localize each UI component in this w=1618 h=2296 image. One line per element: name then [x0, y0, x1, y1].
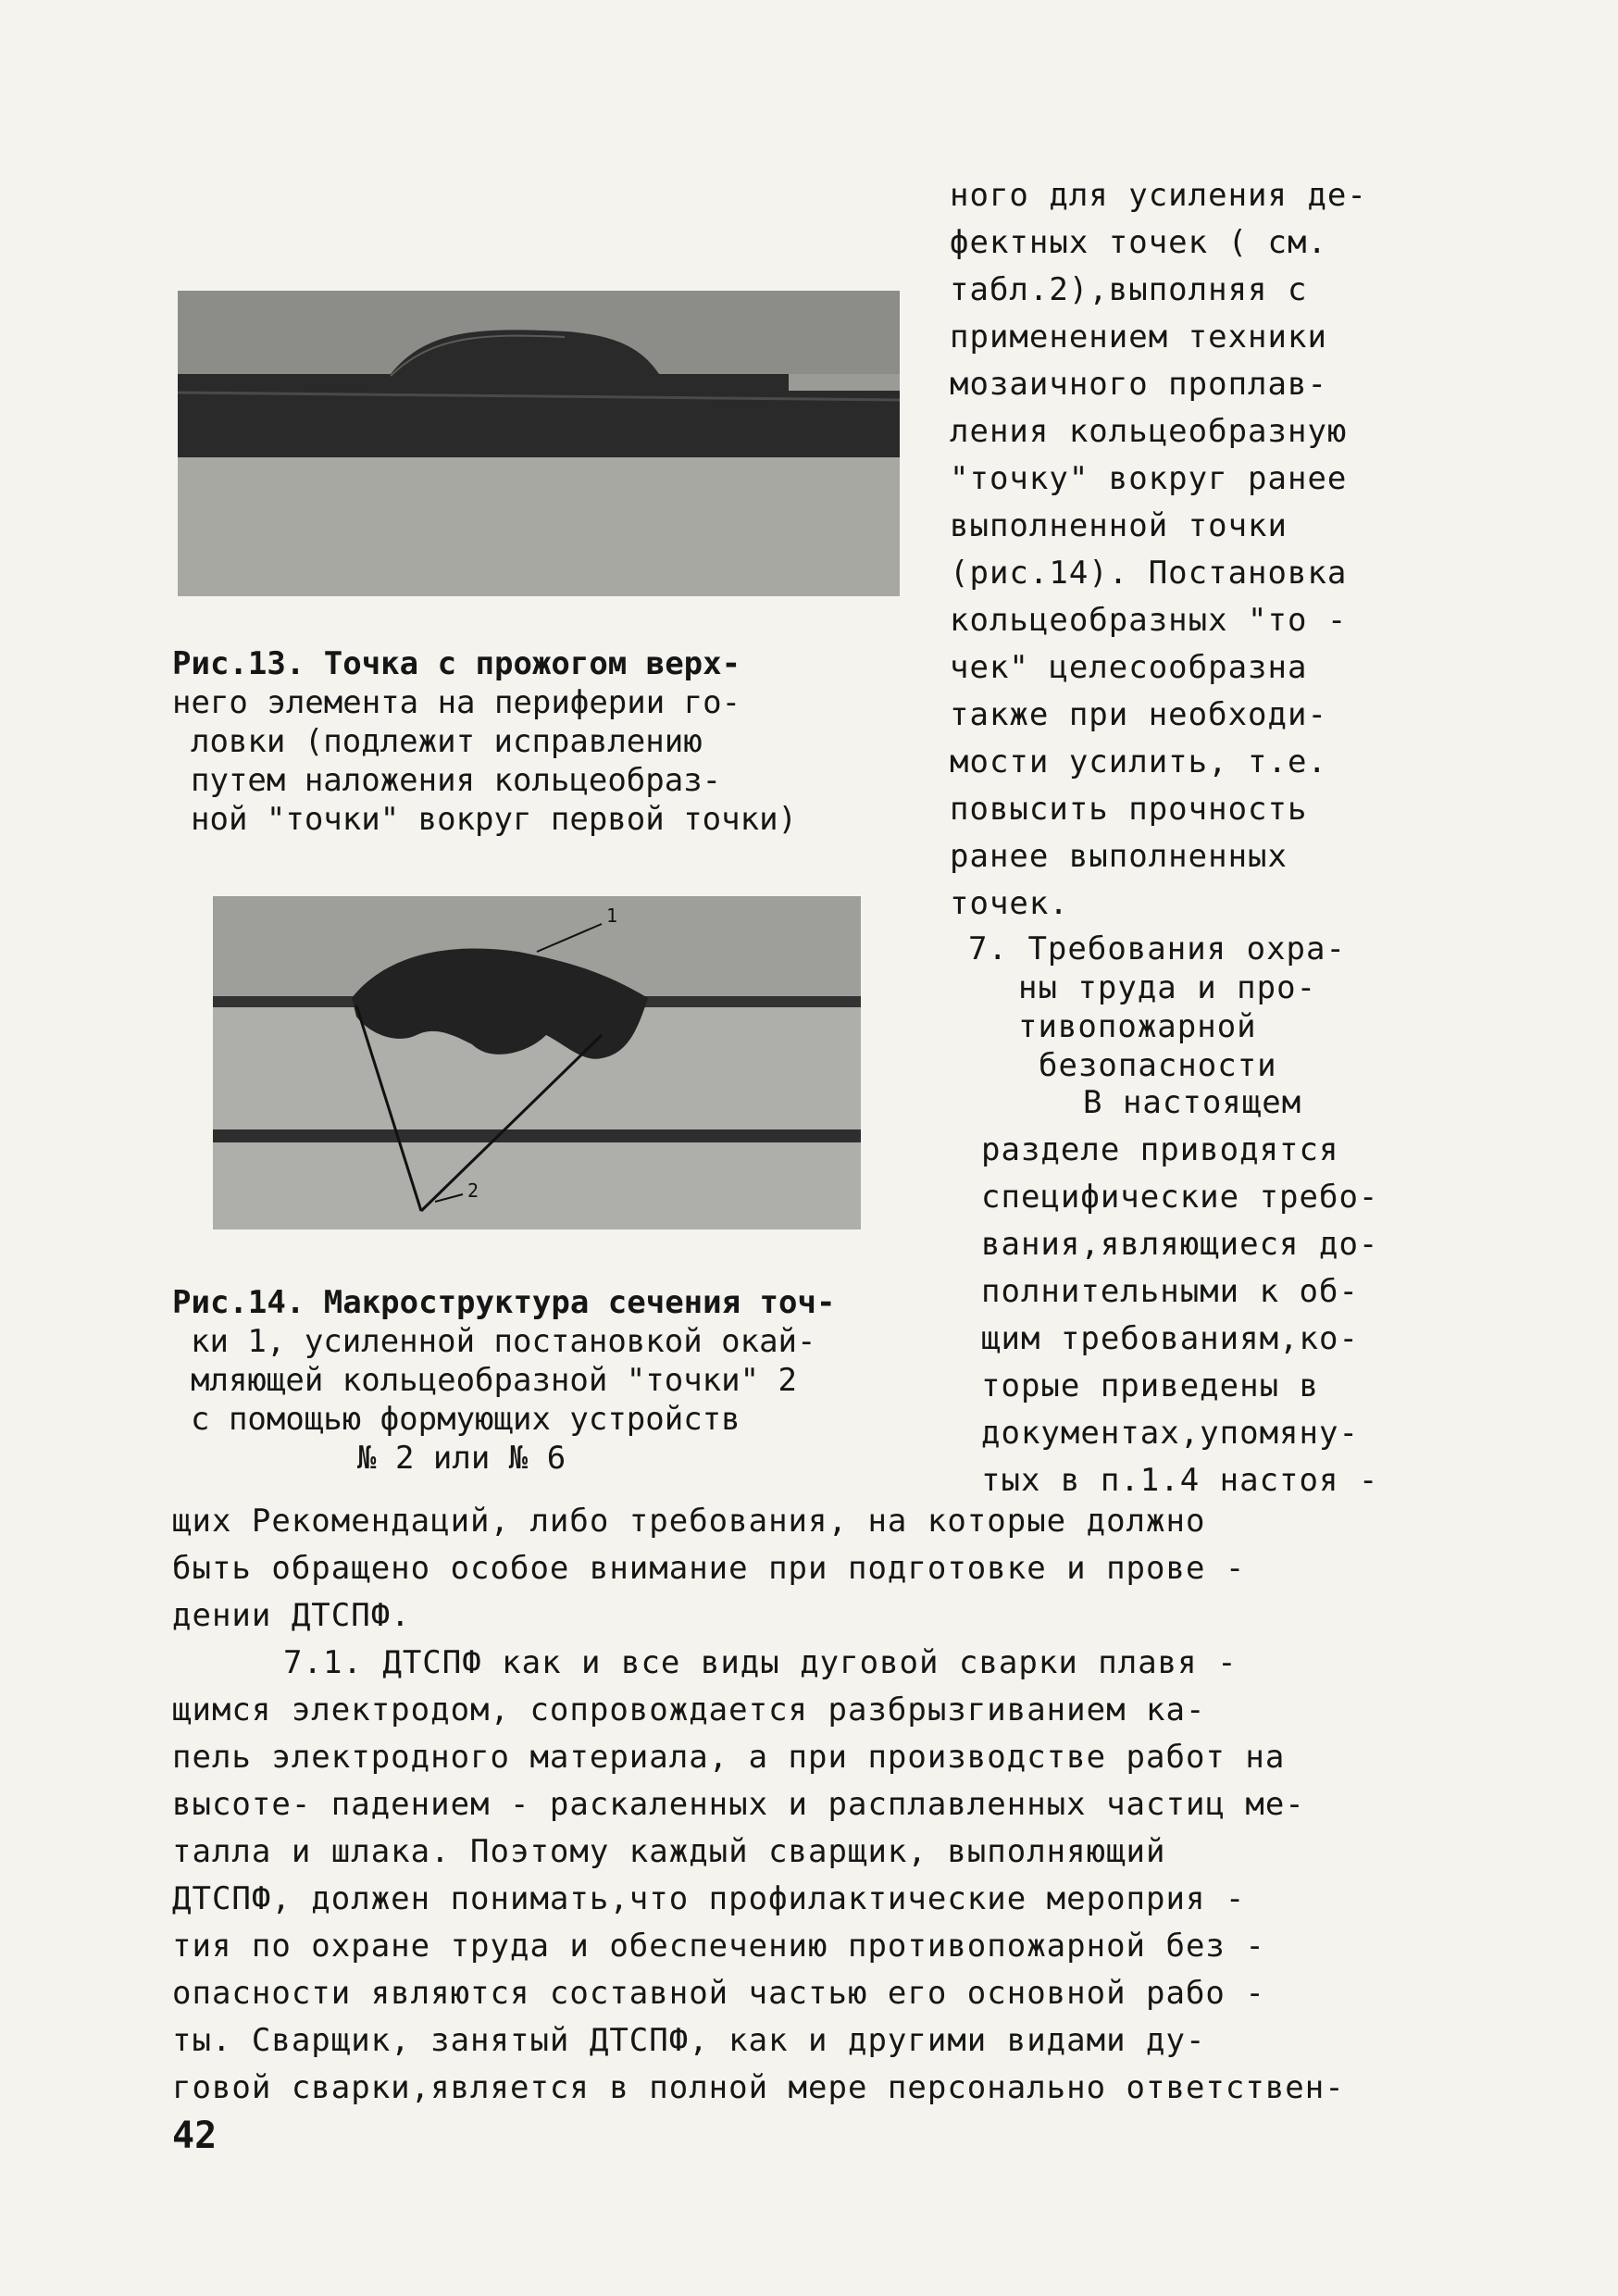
figure-14-caption [172, 1283, 835, 1478]
figure-14-caption-line: № 2 или № 6 [357, 1440, 566, 1477]
figure-14-caption-line: ки 1, усиленной постановкой окай- [191, 1323, 816, 1360]
text-line: 7.1. ДТСПФ как и все виды дуговой сварки плавя - [283, 1644, 1238, 1681]
text-line: выполненной точки [950, 507, 1288, 544]
section-number: 7. [968, 930, 1008, 967]
text-line: точек. [950, 885, 1069, 922]
figure-13-caption-line: Рис.13. Точка с прожогом верх- [172, 645, 741, 682]
text-line: мозаичного проплав- [950, 366, 1327, 403]
text-line: вания,являющиеся до- [981, 1226, 1379, 1263]
figure-14-photo [213, 896, 861, 1229]
figure-13-macro-image [178, 291, 900, 596]
text-line: повысить прочность [950, 791, 1308, 828]
figure-13-caption-line: ной "точки" вокруг первой точки) [191, 801, 798, 838]
text-line: кольцеобразных "то - [950, 602, 1348, 639]
text-line: щимся электродом, сопровождается разбрызгиванием ка- [172, 1691, 1206, 1728]
text-line: ты. Сварщик, занятый ДТСПФ, как и другими видами ду- [172, 2022, 1206, 2059]
figure-13-caption [172, 644, 797, 839]
figure-13-caption-line: ловки (подлежит исправлению [191, 723, 703, 760]
text-line: опасности являются составной частью его основной рабо - [172, 1975, 1265, 2012]
text-line: тия по охране труда и обеспечению противопожарной без - [172, 1928, 1265, 1965]
right-column-text [950, 172, 1367, 928]
text-line: говой сварки,является в полной мере персонально ответствен- [172, 2069, 1345, 2106]
figure-13-caption-line: него элемента на периферии го- [172, 684, 741, 721]
text-line: фектных точек ( см. [950, 224, 1327, 261]
text-line: высоте- падением - раскаленных и расплавленных частиц ме- [172, 1786, 1305, 1823]
text-line: торые приведены в [981, 1367, 1319, 1404]
text-line: ления кольцеобразную [950, 413, 1348, 450]
text-line: ного для усиления де- [950, 177, 1367, 214]
text-line: тых в п.1.4 настоя - [981, 1462, 1379, 1499]
section-title-line: безопасности [1039, 1047, 1277, 1084]
text-line: дении ДТСПФ. [172, 1597, 411, 1634]
section-title-line: тивопожарной [1018, 1008, 1257, 1045]
section-intro-text [981, 1079, 1378, 1504]
text-line: разделе приводятся [981, 1131, 1339, 1168]
section-title-line: ны труда и про- [1018, 969, 1317, 1006]
text-line: (рис.14). Постановка [950, 555, 1348, 592]
figure-13-caption-line: путем наложения кольцеобраз- [191, 762, 722, 799]
figure-14-caption-line: Рис.14. Макроструктура сечения точ- [172, 1284, 836, 1321]
figure-13-photo [178, 291, 900, 596]
text-line: быть обращено особое внимание при подготовке и прове - [172, 1550, 1246, 1587]
figure-14-label-1: 1 [606, 905, 618, 927]
section-heading [968, 930, 1346, 1085]
text-line: талла и шлака. Поэтому каждый сварщик, выполняющий [172, 1833, 1166, 1870]
text-line: применением техники [950, 318, 1327, 356]
section-title-line: Требования охра- [1027, 930, 1346, 967]
figure-14-caption-line: с помощью формующих устройств [191, 1401, 741, 1438]
text-line: полнительными к об- [981, 1273, 1359, 1310]
figure-14-label-2: 2 [467, 1179, 479, 1202]
text-line: пель электродного материала, а при производстве работ на [172, 1739, 1286, 1776]
text-line: щих Рекомендаций, либо требования, на которые должно [172, 1503, 1206, 1540]
text-line: документах,упомяну- [981, 1415, 1359, 1452]
body-text [172, 1498, 1345, 2112]
page-number: 42 [172, 2115, 218, 2157]
text-line: "точку" вокруг ранее [950, 460, 1348, 497]
text-line: В настоящем [1083, 1084, 1302, 1121]
figure-14-macro-image [213, 896, 861, 1229]
text-line: щим требованиям,ко- [981, 1320, 1359, 1357]
text-line: табл.2),выполняя с [950, 271, 1308, 308]
text-line: мости усилить, т.е. [950, 743, 1327, 780]
text-line: также при необходи- [950, 696, 1327, 733]
figure-14-caption-line: мляющей кольцеобразной "точки" 2 [191, 1362, 798, 1399]
text-line: специфические требо- [981, 1179, 1379, 1216]
text-line: чек" целесообразна [950, 649, 1308, 686]
text-line: ДТСПФ, должен понимать,что профилактические мероприя - [172, 1880, 1246, 1917]
text-line: ранее выполненных [950, 838, 1288, 875]
